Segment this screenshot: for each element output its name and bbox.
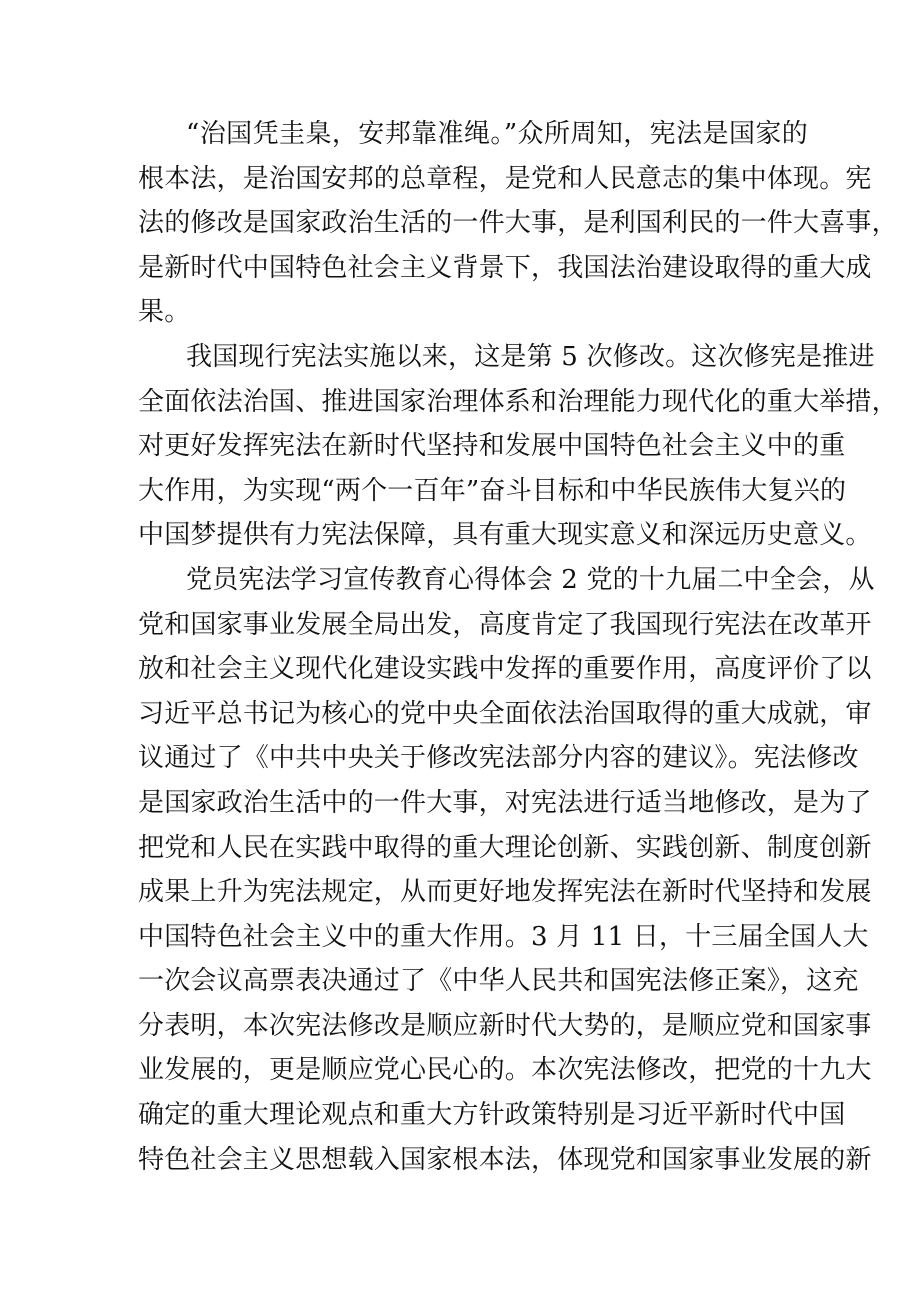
text-line: 果。: [138, 297, 191, 328]
text-line: 把党和人民在实践中取得的重大理论创新、实践创新、制度创新: [138, 832, 872, 863]
text-line: 习近平总书记为核心的党中央全面依法治国取得的重大成就，审: [138, 698, 872, 729]
text-line: 是国家政治生活中的一件大事，对宪法进行适当地修改，是为了: [138, 787, 872, 818]
paragraph-1: [138, 112, 898, 335]
document-body: [138, 112, 898, 1182]
text-line: 对更好发挥宪法在新时代坚持和发展中国特色社会主义中的重: [138, 431, 846, 462]
text-line: 全面依法治国、推进国家治理体系和治理能力现代化的重大举措，: [138, 386, 898, 417]
text-line: 我国现行宪法实施以来，这是第 5 次修改。这次修宪是推进: [186, 341, 875, 372]
text-line: 大作用，为实现“两个一百年”奋斗目标和中华民族伟大复兴的: [138, 475, 847, 506]
text-line: 成果上升为宪法规定，从而更好地发挥宪法在新时代坚持和发展: [138, 877, 872, 908]
text-line: 议通过了《中共中央关于修改宪法部分内容的建议》。宪法修改: [138, 743, 859, 774]
text-line: 特色社会主义思想载入国家根本法，体现党和国家事业发展的新: [138, 1144, 872, 1175]
text-line: 根本法，是治国安邦的总章程，是党和人民意志的集中体现。宪: [138, 163, 872, 194]
text-line: 放和社会主义现代化建设实践中发挥的重要作用，高度评价了以: [138, 654, 872, 685]
text-line: 是新时代中国特色社会主义背景下，我国法治建设取得的重大成: [138, 252, 872, 283]
text-line: “治国凭圭臬，安邦靠准绳。”众所周知，宪法是国家的: [186, 119, 808, 149]
text-line: 业发展的，更是顺应党心民心的。本次宪法修改，把党的十九大: [138, 1055, 872, 1086]
text-line: 党员宪法学习宣传教育心得体会 2 党的十九届二中全会，从: [186, 564, 875, 595]
text-line: 一次会议高票表决通过了《中华人民共和国宪法修正案》，这充: [138, 966, 859, 997]
text-line: 法的修改是国家政治生活的一件大事，是利国利民的一件大喜事，: [138, 208, 898, 239]
paragraph-3: [138, 558, 875, 1182]
text-line: 中国梦提供有力宪法保障，具有重大现实意义和深远历史意义。: [138, 520, 872, 551]
paragraph-2: [138, 335, 898, 558]
text-line: 党和国家事业发展全局出发，高度肯定了我国现行宪法在改革开: [138, 609, 872, 640]
text-line: 分表明，本次宪法修改是顺应新时代大势的，是顺应党和国家事: [138, 1010, 872, 1041]
text-line: 确定的重大理论观点和重大方针政策特别是习近平新时代中国: [138, 1100, 846, 1131]
text-line: 中国特色社会主义中的重大作用。3 月 11 日，十三届全国人大: [138, 921, 869, 952]
